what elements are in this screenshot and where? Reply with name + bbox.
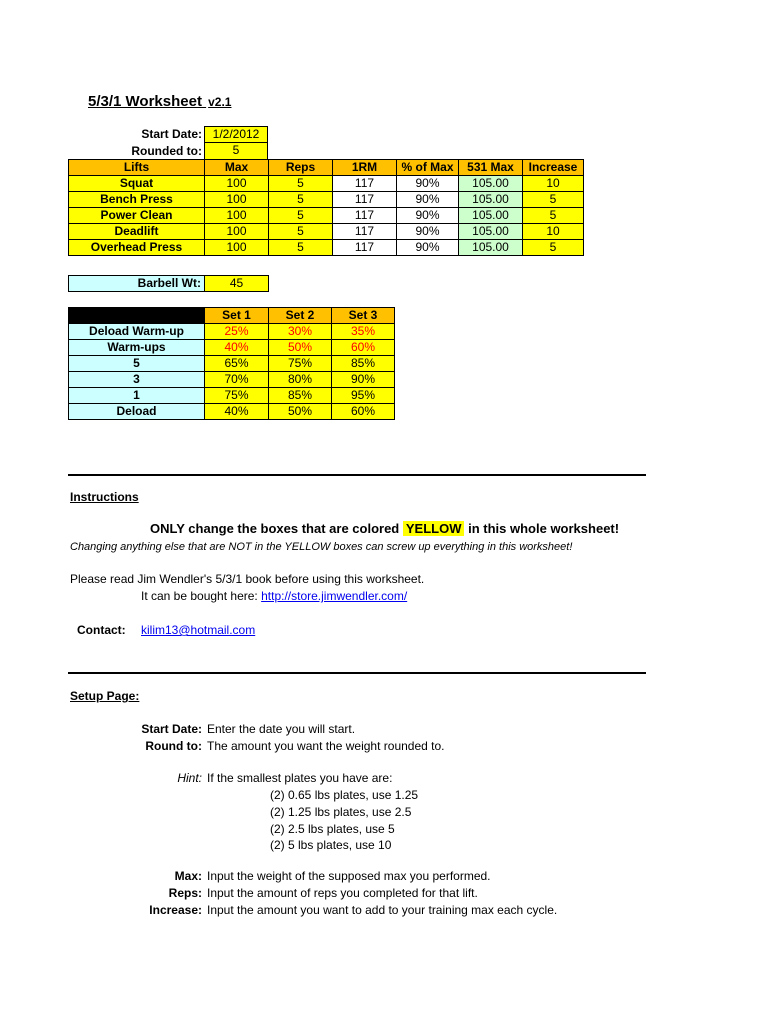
rounded-to-label: Rounded to: bbox=[131, 144, 202, 158]
setup-round-text: The amount you want the weight rounded to. bbox=[207, 739, 445, 753]
increase-input[interactable]: 5 bbox=[523, 208, 584, 224]
instructions-line1-pre: ONLY change the boxes that are colored bbox=[150, 521, 400, 536]
section-divider bbox=[68, 672, 646, 674]
increase-input[interactable]: 10 bbox=[523, 224, 584, 240]
531-max-value: 105.00 bbox=[459, 176, 523, 192]
pct-max-value: 90% bbox=[397, 192, 459, 208]
table-row bbox=[69, 340, 395, 356]
buy-label: It can be bought here: bbox=[141, 589, 258, 603]
max-input[interactable]: 100 bbox=[205, 208, 269, 224]
sets-header-row bbox=[69, 308, 395, 324]
set-pct-input[interactable]: 80% bbox=[269, 372, 332, 388]
hint-item: (2) 0.65 lbs plates, use 1.25 bbox=[270, 788, 419, 802]
1rm-value: 117 bbox=[333, 192, 397, 208]
setup-start-text: Enter the date you will start. bbox=[207, 722, 356, 736]
section-divider bbox=[68, 474, 646, 476]
lift-name: Squat bbox=[69, 176, 205, 192]
version-text: v2.1 bbox=[208, 95, 232, 109]
setup-max-text: Input the weight of the supposed max you performed. bbox=[207, 869, 491, 883]
rounded-to-input[interactable]: 5 bbox=[204, 143, 268, 160]
set-type: Warm-ups bbox=[69, 340, 205, 356]
sets-header-blank bbox=[69, 308, 205, 324]
table-row bbox=[69, 240, 584, 256]
contact-label: Contact: bbox=[77, 623, 126, 637]
lift-name: Bench Press bbox=[69, 192, 205, 208]
1rm-value: 117 bbox=[333, 240, 397, 256]
setup-round-label: Round to: bbox=[145, 739, 202, 753]
set-type: Deload Warm-up bbox=[69, 324, 205, 340]
max-input[interactable]: 100 bbox=[205, 176, 269, 192]
header-531-max: 531 Max bbox=[459, 160, 523, 176]
531-max-value: 105.00 bbox=[459, 192, 523, 208]
hint-item: (2) 2.5 lbs plates, use 5 bbox=[270, 822, 395, 836]
sets-table bbox=[68, 307, 395, 420]
set-pct-input[interactable]: 40% bbox=[205, 404, 269, 420]
header-set3: Set 3 bbox=[332, 308, 395, 324]
instructions-warning: Changing anything else that are NOT in the YELLOW boxes can screw up everything in this worksheet! bbox=[70, 541, 573, 553]
reps-input[interactable]: 5 bbox=[269, 192, 333, 208]
header-pct-max: % of Max bbox=[397, 160, 459, 176]
set-pct-input[interactable]: 70% bbox=[205, 372, 269, 388]
set-pct-input[interactable]: 65% bbox=[205, 356, 269, 372]
table-row bbox=[69, 404, 395, 420]
table-row bbox=[69, 192, 584, 208]
1rm-value: 117 bbox=[333, 224, 397, 240]
1rm-value: 117 bbox=[333, 176, 397, 192]
set-pct-input[interactable]: 35% bbox=[332, 324, 395, 340]
setup-start-label: Start Date: bbox=[141, 722, 202, 736]
worksheet-title bbox=[88, 93, 231, 110]
531-max-value: 105.00 bbox=[459, 224, 523, 240]
instructions-line1-post: in this whole worksheet! bbox=[468, 521, 620, 536]
header-1rm: 1RM bbox=[333, 160, 397, 176]
max-input[interactable]: 100 bbox=[205, 240, 269, 256]
header-set2: Set 2 bbox=[269, 308, 332, 324]
hint-label: Hint: bbox=[177, 771, 202, 785]
set-pct-input[interactable]: 95% bbox=[332, 388, 395, 404]
set-pct-input[interactable]: 90% bbox=[332, 372, 395, 388]
setup-max-label: Max: bbox=[174, 869, 202, 883]
set-pct-input[interactable]: 75% bbox=[205, 388, 269, 404]
pct-max-value: 90% bbox=[397, 224, 459, 240]
hint-item: (2) 1.25 lbs plates, use 2.5 bbox=[270, 805, 412, 819]
increase-input[interactable]: 5 bbox=[523, 192, 584, 208]
barbell-label: Barbell Wt: bbox=[69, 276, 205, 292]
pct-max-value: 90% bbox=[397, 208, 459, 224]
set-pct-input[interactable]: 75% bbox=[269, 356, 332, 372]
header-increase: Increase bbox=[523, 160, 584, 176]
setup-heading: Setup Page: bbox=[70, 689, 140, 703]
instructions-main-line bbox=[150, 521, 619, 536]
instructions-heading: Instructions bbox=[70, 490, 139, 504]
barbell-input[interactable]: 45 bbox=[205, 276, 269, 292]
instructions-buy-line bbox=[141, 589, 407, 603]
increase-input[interactable]: 10 bbox=[523, 176, 584, 192]
reps-input[interactable]: 5 bbox=[269, 208, 333, 224]
lifts-header-row bbox=[69, 160, 584, 176]
contact-email-link[interactable]: kilim13@hotmail.com bbox=[141, 623, 256, 637]
table-row bbox=[69, 324, 395, 340]
table-row bbox=[69, 176, 584, 192]
title-text: 5/3/1 Worksheet bbox=[88, 93, 202, 110]
set-type: 3 bbox=[69, 372, 205, 388]
531-max-value: 105.00 bbox=[459, 240, 523, 256]
max-input[interactable]: 100 bbox=[205, 192, 269, 208]
header-set1: Set 1 bbox=[205, 308, 269, 324]
set-pct-input[interactable]: 40% bbox=[205, 340, 269, 356]
start-date-label: Start Date: bbox=[141, 127, 202, 141]
lift-name: Power Clean bbox=[69, 208, 205, 224]
set-type: Deload bbox=[69, 404, 205, 420]
1rm-value: 117 bbox=[333, 208, 397, 224]
header-lifts: Lifts bbox=[69, 160, 205, 176]
max-input[interactable]: 100 bbox=[205, 224, 269, 240]
setup-increase-label: Increase: bbox=[149, 903, 202, 917]
lift-name: Overhead Press bbox=[69, 240, 205, 256]
set-type: 5 bbox=[69, 356, 205, 372]
table-row bbox=[69, 388, 395, 404]
barbell-table bbox=[68, 275, 269, 292]
header-reps: Reps bbox=[269, 160, 333, 176]
table-row bbox=[69, 208, 584, 224]
reps-input[interactable]: 5 bbox=[269, 240, 333, 256]
start-date-input[interactable]: 1/2/2012 bbox=[204, 126, 268, 143]
set-pct-input[interactable]: 85% bbox=[332, 356, 395, 372]
pct-max-value: 90% bbox=[397, 176, 459, 192]
table-row bbox=[69, 224, 584, 240]
set-type: 1 bbox=[69, 388, 205, 404]
reps-input[interactable]: 5 bbox=[269, 224, 333, 240]
setup-reps-label: Reps: bbox=[168, 886, 202, 900]
set-pct-input[interactable]: 85% bbox=[269, 388, 332, 404]
instructions-read-book: Please read Jim Wendler's 5/3/1 book before using this worksheet. bbox=[70, 572, 425, 586]
setup-reps-text: Input the amount of reps you completed for that lift. bbox=[207, 886, 478, 900]
set-pct-input[interactable]: 30% bbox=[269, 324, 332, 340]
increase-input[interactable]: 5 bbox=[523, 240, 584, 256]
hint-item: (2) 5 lbs plates, use 10 bbox=[270, 838, 392, 852]
pct-max-value: 90% bbox=[397, 240, 459, 256]
lifts-table bbox=[68, 159, 584, 256]
yellow-highlight: YELLOW bbox=[403, 521, 465, 536]
531-max-value: 105.00 bbox=[459, 208, 523, 224]
set-pct-input[interactable]: 50% bbox=[269, 340, 332, 356]
table-row bbox=[69, 372, 395, 388]
store-link[interactable]: http://store.jimwendler.com/ bbox=[261, 589, 408, 603]
lift-name: Deadlift bbox=[69, 224, 205, 240]
reps-input[interactable]: 5 bbox=[269, 176, 333, 192]
set-pct-input[interactable]: 60% bbox=[332, 404, 395, 420]
header-max: Max bbox=[205, 160, 269, 176]
hint-text: If the smallest plates you have are: bbox=[207, 771, 393, 785]
set-pct-input[interactable]: 60% bbox=[332, 340, 395, 356]
set-pct-input[interactable]: 50% bbox=[269, 404, 332, 420]
setup-increase-text: Input the amount you want to add to your training max each cycle. bbox=[207, 903, 558, 917]
table-row bbox=[69, 356, 395, 372]
set-pct-input[interactable]: 25% bbox=[205, 324, 269, 340]
